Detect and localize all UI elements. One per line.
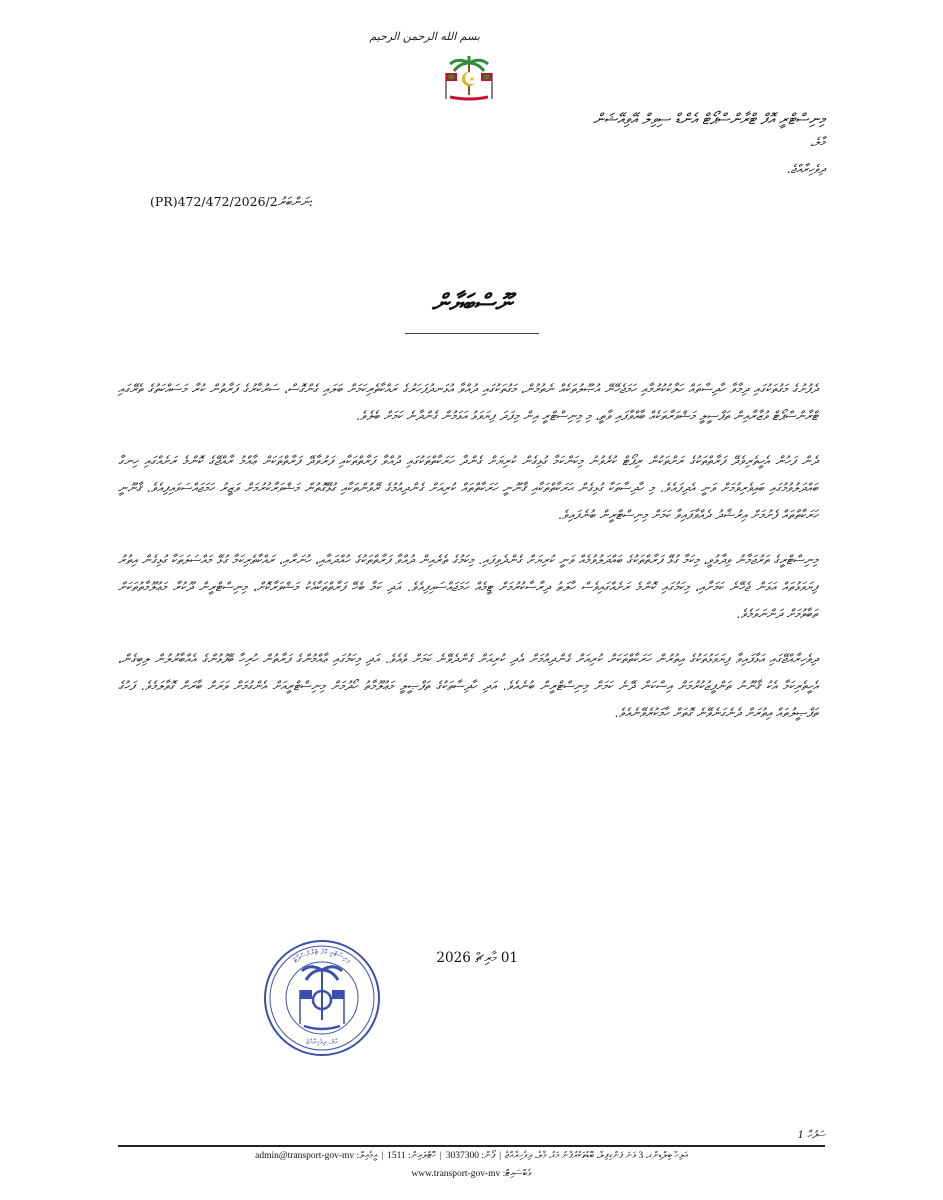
footer-email-label: އީމެއިލް: <box>356 1151 378 1161</box>
office-city: މާލެ، <box>810 135 825 149</box>
footer-web <box>118 1168 825 1179</box>
footer-hotline: 1511 <box>387 1151 406 1161</box>
document-body <box>118 375 818 744</box>
footer-phone: 3037300 <box>445 1151 479 1161</box>
office-country: ދިވެހިރާއްޖެ. <box>786 162 825 176</box>
paragraph: ދިވެހިރާއްޖޭގައި އަޅާފައިވާ ފިޔަވަޅުތަކުގެ އިތުރުން ހަރަކާތްތަކަށް ކުރިއަށް ގެންދިއުމަށް އެދި ކުރިއަށް ގެންދެވޭނެ ކަމަށް ވެއެވެ. އަދި މިކަމުގައި ޢާއްމުންގެ ފަރާތުން ހުރިހާ ބޭފުޅުންގެ އެއްބާރުލުން ލިބިގެން، އެހީތެރިކަމާ އެކު ޤާނޫނު ތަންފީޒުކުރުމަށް އިސްކަން ދޭނެ ކަމަށް މިނިސްޓްރީން ބުނެއެވެ. އަދި ހާދިސާތަކުގެ ތަފްޞީލީ މަޢުލޫމާތު ހޯދުމަށް މިނިސްޓްރީއަށް އެންގުމަށް ވަރަށް ބާރަށް ގޮވާލަމެވެ. ފަހުގެ ތަފްޞީލުތައް އިތުރަށް ދެނެގަނެވޭނެ ގޮތަށް ހާމަކުރެވޭނެއެވެ. <box>118 651 818 720</box>
footer-email[interactable]: admin@transport-gov-mv <box>255 1151 355 1161</box>
bismillah: بسم الله الرحمن الرحيم <box>369 30 480 43</box>
footer-phone-label: ފޯން: <box>481 1151 496 1161</box>
office-name: މިނިސްޓްރީ އޮފް ޓްރާންސްޕޯޓް އެންޑް ސިވިލް އޭވިއޭޝަން <box>593 110 825 128</box>
footer-contact: އަލިހާ ބިލްޑިންގ، 3 ވަނަ ފަންގިފިލާ، ބޮޑުތަކުރުފާނު މަގު، މާލެ، ދިވެހިރާއްޖެ|ފޯން: 3037300|ހޮޓްލައިން: 1511|އީމެއިލް: admin@transport-gov-mv <box>255 1151 688 1161</box>
paragraph: ދެފުށުގެ މަގުތަކުގައި ދިމާވާ ހާދިސާތައް ހަލާކުކުރުމާއި ހަމަޖެހޭނޭ އުޞޫލުތަކެއް ނެތުމުން، މަގުތަކުގައި ދުއްވާ އުޅަނދުފަހަރުގެ ރައްކާތެރިކަމަށް ބަލައި ގެންގޮސް، ސަރުކާރުގެ ފަރާތުން ކުރާ މަސައްކަތުގެ ތެރޭގައި ޓްރާންސްޕޯޓް ވުޒާރާއިން ތަފްސީލީ މަޝްވަރާތަކެއް ބާއްވާފައި ވާތީ، މި މިނިސްޓްރީ އިން މިފަދަ ފިޔަވަޅު އަޅަމުން ގެންދާނެ ކަމަށް ބެލެވެ. <box>118 381 818 423</box>
seal-text: މިނިސްޓްރީ އޮފް ޓްރާންސްޕޯޓް <box>291 947 353 965</box>
footer-hotline-label: ހޮޓްލައިން: <box>408 1151 436 1161</box>
title-underline <box>405 333 539 334</box>
state-emblem-icon <box>438 55 500 103</box>
document-date: 01 މާރިޗް 2026 <box>436 950 518 966</box>
seal-bottom-text: މާލެ، ދިވެހިރާއްޖެ <box>306 1038 338 1046</box>
footer-divider <box>118 1145 825 1147</box>
reference-number-value: (PR)472/472/2026/2 <box>150 194 278 209</box>
reference-number <box>150 194 313 210</box>
reference-label: ނަންބަރު: <box>277 194 314 209</box>
footer-address: އަލިހާ ބިލްޑިންގ، 3 ވަނަ ފަންގިފިލާ، ބޮޑުތަކުރުފާނު މަގު، މާލެ، ދިވެހިރާއްޖެ <box>504 1151 688 1161</box>
paragraph: މިނިސްޓްރީގެ ތަރުޖަމާނު ވިދާޅުވީ، މިކަމާ ގުޅޭ ފަރާތްތަކުގެ ބައްދަލުވުމެއް ވަނީ ކުރިޔަށް ގެންދެވިފައި. މިކަމުގެ ތެރެއިން ދުއްވާ ފަރާތްތަކުގެ ހުއްދައާއި، ހުނަރާއި، ރައްކާތެރިކަމާ ގުޅޭ މައްސަލަތަކާ ގުޅިގެން އިތުރު ފިޔަވަޅުތައް އަޅަން ޖެހޭނެ ކަމަށާއި، މިކަމުގައި ކޮންމެ ރަށެއްގައިވެސް ހާލަތު ދިރާސާކުރުމަށް ޓީމެއް ހަމަޖައްސައިފިއެވެ. އަދި ކަމާ ބެހޭ ފަރާތްތަކާއެކު މަޝްވަރާކޮށް، މިނިސްޓްރީން ދޫކުރާ މަޢުލޫމާތުތަކަށް ތަބާވުމަށް ދަންނަވަމެވެ. <box>118 552 818 621</box>
footer-website-label: ވެބްސައިޓް: <box>502 1169 532 1179</box>
footer-website[interactable]: www.transport-gov-mv <box>411 1169 501 1179</box>
page-number: ސަފުހާ 1 <box>797 1130 825 1141</box>
paragraph: ދެން ފަހުން އެހީތެރިވެދޭ ފަރާތްތަކުގެ ރަށްތަކުން ރިޕޯޓް ކުރެވުނު މިކަންކަމާ ގުޅިގެން ކުރިޔަށް ގެންދާ ހަރަކާތްތަކުގައި ދުއްވާ ފަރާތްތަކާއި ފަރުވާދޭ ފަރާތްތަކަށް ޢާއްމު ރާއްޖޭގެ ކޮންމެ ރަށެއްގައި ހިނގާ ބައްދަލުވުމުގައި ބައިވެރިވުމަށް ވަނީ އެދިފައެވެ. މި ހާދިސާތަކާ ގުޅިގެން ޙަރަކާތްތަކާއި ޤާނޫނީ ހަރަކާތްތައް ކުރިއަށް ގެންދިއުމުގެ ރޭވުންތަކާއި ގުޅޭގޮތުން މަޝްވަރާކުރުމަށް ވަޒީރު ހަމަޖައްސަވައިފިއެވެ. ޤާނޫނީ ހަރަކާތްތައް ފެށުމަށް އިރުޝާދު ދެއްވާފައިވާ ކަމަށް މިނިސްޓްރީން ބުނެފައިވެ. <box>118 453 818 522</box>
document-title: ނޫސްބަޔާން <box>431 288 512 317</box>
official-seal-icon <box>262 938 382 1058</box>
